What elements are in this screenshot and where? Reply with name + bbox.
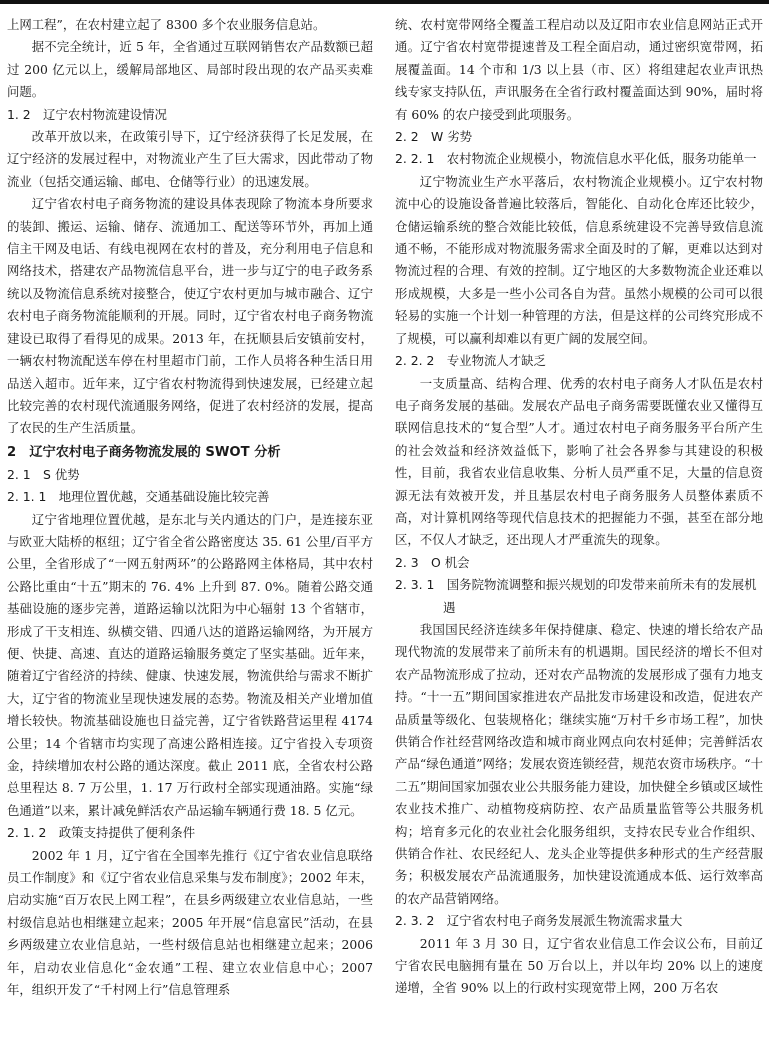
- subsubsection-heading: 2. 3. 1 国务院物流调整和振兴规划的印发带来前所未有的发展机遇: [395, 577, 757, 615]
- paragraph: 辽宁省农村电子商务物流的建设具体表现除了物流本身所要求的装卸、搬运、运输、储存、流通加工、配送等环节外，再加上通信主干网及电话、有线电视网在农村的普及，充分利用电子信息和网络技术，搭建农产品物流信息平台，进一步与辽宁的电子政务系统以及物流信息系统对接整合，使辽宁农村更加与城市融合、辽宁农村电子商务物流能顺利的开展。同时，辽宁省农村电子商务物流建设已取得了看得见的成果。2013 年，在抚顺县后安镇前安村，一辆农村物流配送车停在村里超市门前，工作人员将各种生活日用品送入超市。近年来，辽宁省农村物流得到快速发展，已经建立起比较完善的农村现代流通服务网络，促进了农村经济的发展，提高了农民的生产生活质量。: [7, 196, 373, 436]
- paragraph: 统、农村宽带网络全覆盖工程启动以及辽阳市农业信息网站正式开通。辽宁省农村宽带提速普及工程全面启动，通过密织宽带网，拓展覆盖面。14 个市和 1/3 以上县（市、区）将组建起农业声讯热线专家支持队伍，声讯服务在全省行政村覆盖面达到 90%，届时将有 60% 的农户接受到此项服务。: [395, 17, 763, 122]
- paragraph: 一支质量高、结构合理、优秀的农村电子商务人才队伍是农村电子商务发展的基础。发展农产品电子商务需要既懂农业又懂得互联网信息技术的“复合型”人才。通过农村电子商务服务平台所产生的社会效益和经济效益低下，影响了社会各界参与其建设的积极性，目前，我省农业信息收集、分析人员严重不足，大量的信息资源无法有效被开发，并且基层农村电子商务服务人员整体素质不高，对计算机网络等现代信息技术的把握能力不强，甚至在部分地区，不仅人才缺乏，还出现人才严重流失的现象。: [395, 375, 763, 548]
- right-column: [395, 14, 763, 1000]
- subsection-heading: 2. 2 W 劣势: [395, 129, 473, 145]
- header-rule: [0, 0, 769, 4]
- paragraph: 2002 年 1 月，辽宁省在全国率先推行《辽宁省农业信息联络员工作制度》和《辽宁省农业信息采集与发布制度》；2002 年末，启动实施“百万农民上网工程”，在县乡两级建立农业信息站，一些村级信息站也相继建立起来；2005 年开展“信息富民”活动，在县乡两级建立农业信息站，一些村级信息站也相继建立起来；2006 年，启动农业信息化“金农通”工程、建立农业信息中心；2007 年，组织开发了“千村网上行”信息管理系: [7, 847, 373, 998]
- paragraph: 我国国民经济连续多年保持健康、稳定、快速的增长给农产品现代物流的发展带来了前所未有的机遇期。国民经济的增长不但对农产品物流形成了拉动，还对农产品物流的发展形成了强有力地支持。“十一五”期间国家推进农产品批发市场建设和改造，促进农产品质量等级化、包装规格化；继续实施“万村千乡市场工程”，加快供销合作社经营网络改造和城市商业网点向农村延伸；完善鲜活农产品“绿色通道”网络；发展农资连锁经营，规范农资市场秩序。“十二五”期间国家加强农业公共服务能力建设，加快健全乡镇或区域性农业技术推广、动植物疫病防控、农产品质量监管等公共服务机构；培育多元化的农业社会化服务组织，支持农民专业合作组织、供销合作社、农民经纪人、龙头企业等提供多种形式的生产经营服务；积极发展农产品流通服务，加快建设流通成本低、运行效率高的农产品营销网络。: [395, 621, 763, 906]
- paragraph: 据不完全统计，近 5 年，全省通过互联网销售农产品数额已超过 200 亿元以上，缓解局部地区、局部时段出现的农产品买卖难问题。: [7, 39, 373, 100]
- subsubsection-heading: 2. 3. 2 辽宁省农村电子商务发展派生物流需求量大: [395, 913, 683, 929]
- paragraph: 改革开放以来，在政策引导下，辽宁经济获得了长足发展，在辽宁经济的发展过程中，对物流业产生了巨大需求，因此带动了物流业（包括交通运输、邮电、仓储等行业）的迅速发展。: [7, 129, 373, 189]
- paragraph: 辽宁物流业生产水平落后，农村物流企业规模小。辽宁农村物流中心的设施设备普遍比较落后，智能化、自动化仓库还比较少，仓储运输系统的整合效能比较低，信息系统建设不完善导致信息流通不畅，不能形成对物流服务需求全面及时的了解，更难以达到对物流过程的合理、有效的控制。辽宁地区的大多数物流企业还难以形成规模，大多是一些小公司各自为营。虽然小规模的公司可以很轻易的实施一个计划一种管理的方法，但是这样的公司终究形成不了规模，可以赢利却难以有更广阔的发展空间。: [395, 173, 763, 346]
- paragraph: 上网工程”，在农村建立起了 8300 多个农业服务信息站。: [7, 17, 326, 32]
- subsubsection-heading: 2. 1. 1 地理位置优越，交通基础设施比较完善: [7, 489, 270, 505]
- paragraph: 辽宁省地理位置优越，是东北与关内通达的门户，是连接东亚与欧亚大陆桥的枢纽；辽宁省全省公路密度达 35. 61 公里/百平方公里，全省形成了“一网五射两环”的公路路网主体格局，其中农村公路比重由“十五”期末的 76. 4% 上升到 87. 0%。随着公路交通基础设施的逐步完善，道路运输以沈阳为中心辐射 13 个省辖市，形成了干支相连、纵横交错、四通八达的道路运输网络，为开展方便、快捷、高速、直达的道路运输服务奠定了坚实基础。近年来，随着辽宁省经济的持续、健康、快速发展，物流供给与需求不断扩大，辽宁省的物流业呈现快速发展的态势。物流及相关产业增加值增长较快。物流基础设施也日益完善，辽宁省铁路营运里程 4174 公里；14 个省辖市均实现了高速公路相连接。辽宁省投入专项资金，持续增加农村公路的通达深度。截止 2011 底，全省农村公路总里程达 8. 7 万公里，1. 17 万行政村全部实现通油路。实施“绿色通道”以来，累计减免鲜活农产品运输车辆通行费 18. 5 亿元。: [7, 511, 373, 818]
- paragraph: 2011 年 3 月 30 日，辽宁省农业信息工作会议公布，目前辽宁省农民电脑拥有量在 50 万台以上，并以年均 20% 以上的速度递增，全省 90% 以上的行政村实现宽带上网，200 万名农: [395, 935, 763, 996]
- subsection-heading: 2. 3 O 机会: [395, 554, 470, 570]
- section-heading: 2 辽宁农村电子商务物流发展的 SWOT 分析: [7, 444, 281, 460]
- subsubsection-heading: 2. 2. 1 农村物流企业规模小，物流信息水平化低，服务功能单一: [395, 151, 757, 167]
- subsection-heading: 1. 2 辽宁农村物流建设情况: [7, 106, 167, 122]
- left-column: [7, 14, 373, 1001]
- subsubsection-heading: 2. 2. 2 专业物流人才缺乏: [395, 353, 546, 369]
- subsubsection-heading: 2. 1. 2 政策支持提供了便利条件: [7, 825, 196, 841]
- subsection-heading: 2. 1 S 优势: [7, 466, 80, 482]
